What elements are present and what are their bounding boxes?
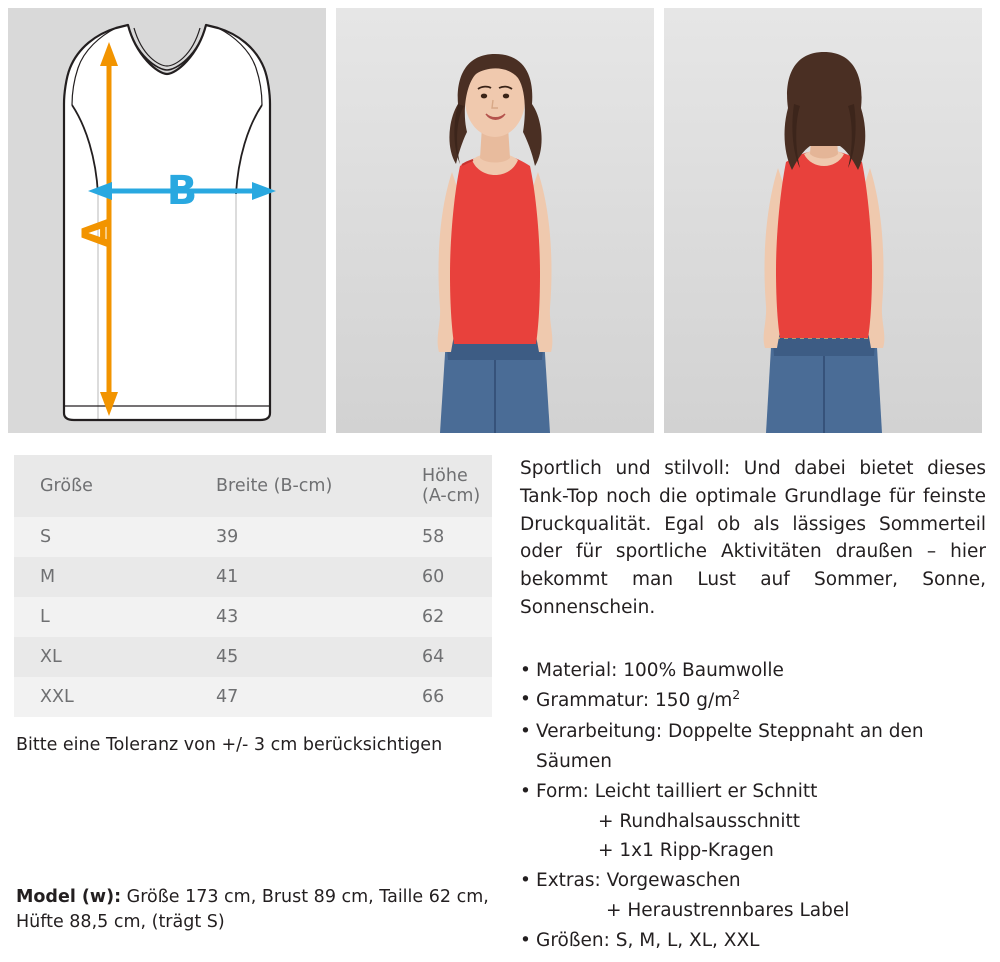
product-image-row: [0, 0, 1000, 433]
model-note-label: Model (w):: [16, 887, 122, 907]
table-row: [14, 637, 492, 677]
tolerance-note: Bitte eine Toleranz von +/- 3 cm berücksichtigen: [16, 735, 443, 755]
cell-height: 62: [396, 597, 492, 637]
width-label: B: [166, 168, 198, 214]
cell-size: XL: [14, 637, 190, 677]
cell-size: L: [14, 597, 190, 637]
cell-width: 47: [190, 677, 396, 717]
size-table-header-row: [14, 455, 492, 517]
model-note: [16, 885, 516, 936]
cell-width: 45: [190, 637, 396, 677]
cell-size: M: [14, 557, 190, 597]
description-column: [506, 455, 986, 956]
size-table: [14, 455, 492, 717]
model-front-illustration: [336, 8, 654, 433]
list-item: • Material: 100% Baumwolle: [520, 656, 986, 686]
product-details: [0, 433, 1000, 956]
table-row: [14, 597, 492, 637]
cell-width: 39: [190, 517, 396, 557]
list-item: • Größen: S, M, L, XL, XXL: [520, 926, 986, 956]
table-row: [14, 517, 492, 557]
feature-superscript: 2: [732, 687, 741, 703]
product-description: Sportlich und stilvoll: Und dabei bietet dieses Tank-Top noch die optimale Grundlage für feinste Druckqualität. Egal ob als lässiges Sommerteil oder für sportliche Aktivitäten draußen – hier bekommt man Lust auf Sommer, Sonne, Sonnenschein.: [520, 458, 986, 618]
feature-list: [520, 656, 986, 957]
cell-size: S: [14, 517, 190, 557]
size-table-column: [14, 455, 506, 956]
cell-height: 60: [396, 557, 492, 597]
list-item: • Form: Leicht tailliert er Schnitt: [520, 777, 986, 807]
list-item: • Verarbeitung: Doppelte Steppnaht an den Säumen: [520, 717, 986, 777]
model-front-photo: [336, 8, 654, 433]
cell-size: XXL: [14, 677, 190, 717]
model-back-photo: [664, 8, 982, 433]
height-label: A: [75, 217, 121, 249]
table-row: [14, 557, 492, 597]
size-table-header-height: Höhe (A-cm): [396, 455, 492, 517]
size-table-header-size: Größe: [14, 455, 190, 517]
size-diagram-panel: [8, 8, 326, 433]
cell-width: 43: [190, 597, 396, 637]
feature-text: Grammatur: 150 g/m: [536, 690, 733, 712]
table-row: [14, 677, 492, 717]
list-item: + Rundhalsausschnitt: [598, 810, 801, 832]
model-back-illustration: [664, 8, 982, 433]
cell-height: 58: [396, 517, 492, 557]
list-item: + Heraustrennbares Label: [606, 900, 850, 922]
list-item: [520, 685, 986, 716]
cell-height: 64: [396, 637, 492, 677]
model-note-text: Größe 173 cm, Brust 89 cm, Taille 62 cm, Hüfte 88,5 cm, (trägt S): [16, 887, 489, 933]
cell-height: 66: [396, 677, 492, 717]
tank-top-technical-drawing: [8, 8, 326, 433]
list-item: • Extras: Vorgewaschen: [520, 866, 986, 896]
list-item: + 1x1 Ripp-Kragen: [598, 840, 774, 862]
cell-width: 41: [190, 557, 396, 597]
size-table-header-width: Breite (B-cm): [190, 455, 396, 517]
